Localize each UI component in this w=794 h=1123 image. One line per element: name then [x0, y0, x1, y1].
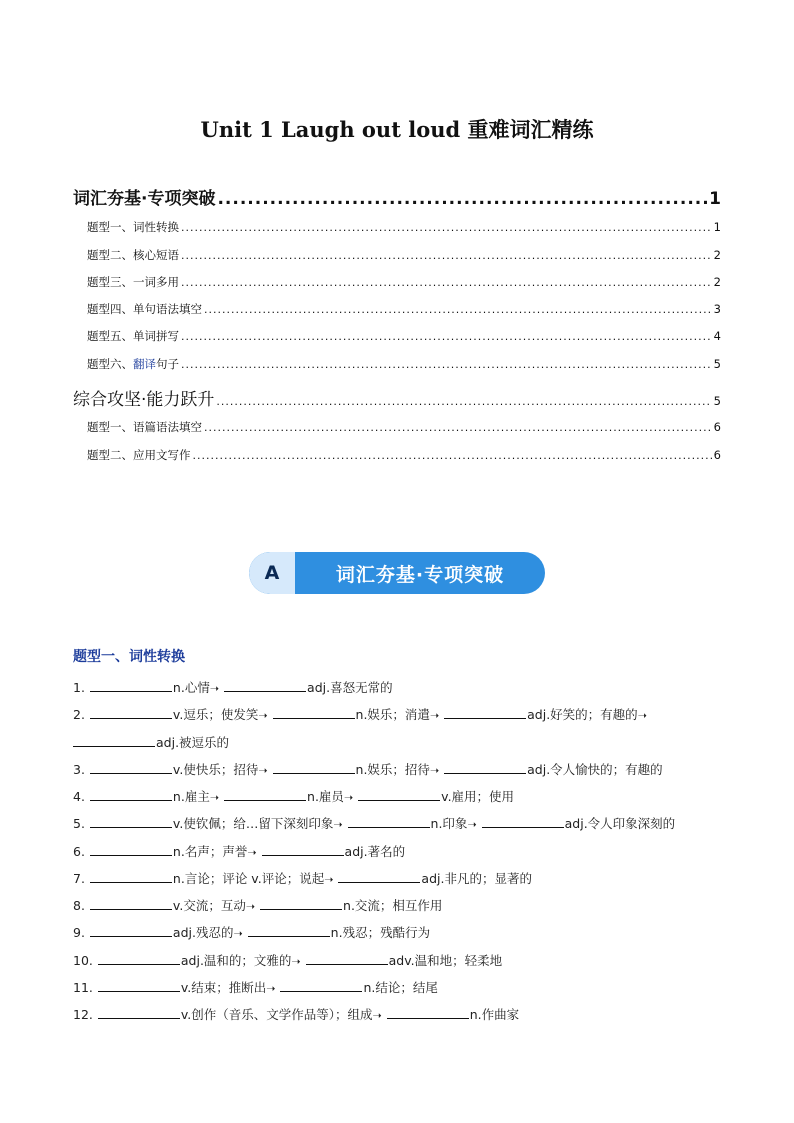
- toc-label-part: 题型六、: [87, 357, 133, 371]
- answer-blank[interactable]: [90, 761, 172, 774]
- answer-blank[interactable]: [90, 843, 172, 856]
- hint-text: adj.著名的: [344, 844, 406, 859]
- toc-label-part: 句子: [156, 357, 179, 371]
- hint-text: adj.令人愉快的；有趣的: [527, 762, 663, 777]
- exercise-item: [73, 705, 733, 723]
- exercise-item: [73, 951, 733, 969]
- exercise-number: 2.: [73, 707, 85, 722]
- answer-blank[interactable]: [90, 679, 172, 692]
- exercise-number: 7.: [73, 871, 85, 886]
- document-title: Unit 1 Laugh out loud 重难词汇精练: [200, 117, 594, 142]
- hint-text: v.使钦佩；给…留下深刻印象: [172, 816, 334, 831]
- answer-blank[interactable]: [248, 924, 330, 937]
- toc-label: 词汇夯基·专项突破: [73, 189, 216, 209]
- answer-blank[interactable]: [90, 788, 172, 801]
- arrow-icon: ➝: [245, 900, 256, 913]
- arrow-icon: ➝: [258, 709, 268, 722]
- answer-blank[interactable]: [90, 870, 172, 883]
- hint-text: v.使快乐；招待: [172, 762, 259, 777]
- answer-blank[interactable]: [98, 1006, 180, 1019]
- toc-page: 6: [713, 448, 721, 462]
- answer-blank[interactable]: [338, 870, 420, 883]
- hint-text: v.创作（音乐、文学作品等）；组成: [180, 1007, 373, 1022]
- hint-text: adj.被逗乐的: [156, 735, 230, 750]
- toc-label: 题型二、应用文写作: [87, 448, 191, 462]
- answer-blank[interactable]: [98, 952, 180, 965]
- banner-letter: A: [249, 552, 295, 594]
- arrow-icon: ➝: [467, 818, 477, 831]
- arrow-icon: ➝: [209, 791, 220, 804]
- hint-text: v.结束；推断出: [180, 980, 267, 995]
- hint-text: adj.残忍的: [172, 925, 234, 940]
- hint-text: n.印象: [430, 816, 468, 831]
- exercise-item: [73, 814, 733, 832]
- toc-item[interactable]: [73, 301, 721, 317]
- arrow-icon: ➝: [333, 818, 343, 831]
- toc-label: 综合攻坚·能力跃升: [73, 390, 215, 410]
- answer-blank[interactable]: [90, 897, 172, 910]
- toc-page: 2: [713, 275, 721, 289]
- hint-text: adj.喜怒无常的: [307, 680, 393, 695]
- exercise-number: 10.: [73, 953, 93, 968]
- exercise-item: [73, 787, 733, 805]
- hint-text: n.言论；评论 v.评论；说起: [172, 871, 325, 886]
- exercise-item: [73, 923, 733, 941]
- exercise-number: 4.: [73, 789, 85, 804]
- answer-blank[interactable]: [273, 706, 355, 719]
- toc-page: 2: [713, 248, 721, 262]
- toc-label: 题型二、核心短语: [87, 248, 179, 262]
- toc-leader: [181, 221, 712, 234]
- exercise-number: 12.: [73, 1007, 93, 1022]
- toc-page: 1: [713, 220, 721, 234]
- exercise-item-continued: [73, 733, 733, 751]
- section-banner: [249, 552, 545, 594]
- hint-text: n.雇主: [172, 789, 210, 804]
- exercise-item: [73, 842, 733, 860]
- exercise-number: 8.: [73, 898, 85, 913]
- toc-page: 6: [713, 420, 721, 434]
- arrow-icon: ➝: [247, 846, 257, 859]
- hint-text: adj.温和的；文雅的: [180, 953, 292, 968]
- exercise-number: 1.: [73, 680, 85, 695]
- hint-text: n.作曲家: [469, 1007, 520, 1022]
- toc-section-1[interactable]: [73, 184, 721, 209]
- answer-blank[interactable]: [306, 952, 388, 965]
- toc-item[interactable]: [73, 247, 721, 263]
- answer-blank[interactable]: [73, 734, 155, 747]
- toc-item[interactable]: [73, 328, 721, 344]
- hint-text: v.逗乐；使发笑: [172, 707, 259, 722]
- toc-label: 题型四、单句语法填空: [87, 302, 202, 316]
- hint-text: n.心情: [172, 680, 210, 695]
- exercise-item: [73, 1005, 733, 1023]
- toc-item[interactable]: [73, 447, 721, 463]
- answer-blank[interactable]: [482, 815, 564, 828]
- hint-text: n.残忍；残酷行为: [330, 925, 431, 940]
- answer-blank[interactable]: [444, 761, 526, 774]
- exercise-number: 5.: [73, 816, 85, 831]
- toc-label: 题型三、一词多用: [87, 275, 179, 289]
- hint-text: n.名声；声誉: [172, 844, 248, 859]
- toc-label: 题型一、词性转换: [87, 220, 179, 234]
- answer-blank[interactable]: [444, 706, 526, 719]
- arrow-icon: ➝: [324, 873, 334, 886]
- toc-leader: [181, 358, 712, 371]
- toc-page: 1: [709, 189, 721, 209]
- answer-blank[interactable]: [280, 979, 362, 992]
- toc-page: 5: [713, 357, 721, 371]
- arrow-icon: ➝: [291, 955, 301, 968]
- section-heading: 题型一、词性转换: [73, 649, 185, 665]
- hint-text: v.交流；互动: [172, 898, 246, 913]
- arrow-icon: ➝: [372, 1009, 382, 1022]
- hint-text: adj.非凡的；显著的: [421, 871, 532, 886]
- answer-blank[interactable]: [90, 924, 172, 937]
- toc-leader: [181, 249, 712, 262]
- toc-label-highlight: 翻译: [133, 357, 156, 371]
- arrow-icon: ➝: [637, 709, 647, 722]
- answer-blank[interactable]: [224, 788, 306, 801]
- exercise-number: 9.: [73, 925, 85, 940]
- toc-section-2[interactable]: [73, 385, 721, 410]
- exercise-item: [73, 869, 733, 887]
- toc-label: 题型五、单词拼写: [87, 329, 179, 343]
- answer-blank[interactable]: [358, 788, 440, 801]
- toc-leader: [204, 421, 712, 434]
- toc-page: 4: [713, 329, 721, 343]
- arrow-icon: ➝: [429, 709, 440, 722]
- answer-blank[interactable]: [90, 706, 172, 719]
- hint-text: n.结论；结尾: [363, 980, 438, 995]
- answer-blank[interactable]: [98, 979, 180, 992]
- toc-leader: [181, 330, 712, 343]
- hint-text: v.雇用；使用: [441, 789, 515, 804]
- hint-text: adv.温和地；轻柔地: [388, 953, 503, 968]
- answer-blank[interactable]: [273, 761, 355, 774]
- arrow-icon: ➝: [429, 764, 440, 777]
- answer-blank[interactable]: [348, 815, 430, 828]
- exercise-item: [73, 678, 733, 696]
- answer-blank[interactable]: [262, 843, 344, 856]
- hint-text: n.雇员: [307, 789, 344, 804]
- answer-blank[interactable]: [387, 1006, 469, 1019]
- toc-page: 5: [713, 394, 721, 408]
- exercise-number: 11.: [73, 980, 93, 995]
- arrow-icon: ➝: [233, 927, 243, 940]
- toc-item[interactable]: [73, 219, 721, 235]
- arrow-icon: ➝: [209, 682, 220, 695]
- banner-title: 词汇夯基·专项突破: [335, 563, 505, 586]
- toc-leader: [181, 276, 712, 289]
- toc-leader: [216, 395, 711, 408]
- toc-leader: [193, 449, 712, 462]
- answer-blank[interactable]: [224, 679, 306, 692]
- toc-item[interactable]: [73, 274, 721, 290]
- hint-text: n.交流；相互作用: [343, 898, 443, 913]
- answer-blank[interactable]: [260, 897, 342, 910]
- answer-blank[interactable]: [90, 815, 172, 828]
- toc-page: 3: [713, 302, 721, 316]
- arrow-icon: ➝: [343, 791, 354, 804]
- toc-item[interactable]: [73, 356, 721, 372]
- toc-leader: [217, 189, 707, 209]
- hint-text: adj.好笑的；有趣的: [527, 707, 638, 722]
- exercise-item: [73, 896, 733, 914]
- toc-label: [87, 356, 179, 372]
- exercise-number: 3.: [73, 762, 85, 777]
- hint-text: adj.令人印象深刻的: [564, 816, 676, 831]
- hint-text: n.娱乐；消遣: [355, 707, 430, 722]
- toc-item[interactable]: [73, 419, 721, 435]
- toc-label: 题型一、语篇语法填空: [87, 420, 202, 434]
- exercise-number: 6.: [73, 844, 85, 859]
- arrow-icon: ➝: [258, 764, 268, 777]
- hint-text: n.娱乐；招待: [355, 762, 430, 777]
- toc-leader: [204, 303, 712, 316]
- exercise-item: [73, 760, 733, 778]
- exercise-item: [73, 978, 733, 996]
- arrow-icon: ➝: [266, 982, 276, 995]
